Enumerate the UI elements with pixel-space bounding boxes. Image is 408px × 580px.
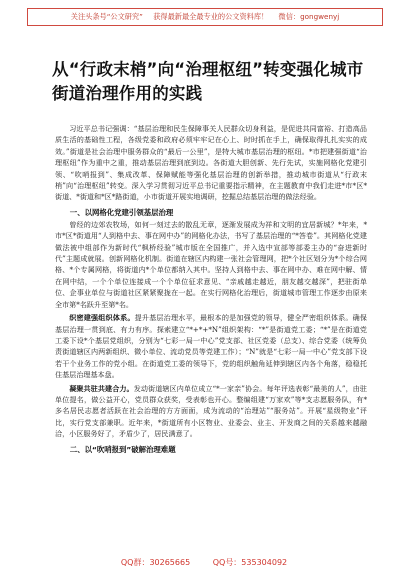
footer-qq: QQ号：535304092	[212, 558, 288, 567]
section-heading: 二、以“吹哨报到”破解治理难题	[69, 444, 176, 454]
banner-item: 获得最新最全最专业的公文资料库！	[153, 12, 269, 21]
header-banner	[27, 8, 383, 26]
paragraph-text: 发动街道辖区内单位成立“*一家亲”协会。每年评选表彰“最美的人”，由驻单位提名，做公益开心，党员群众获奖，受表彰也开心。整编组建“万家欢”等*支志愿服务队，有*多名居民志愿者活跃在社会治理的方方面面，成为流动的“治理站”“服务站”。开展“星级物业”评比，实行党支部兼职。近年来，*街道所有小区物业、业委会、业主、开发商之间的关系越来越融洽，小区服务好了，矛盾少了，居民满意了。	[55, 383, 367, 439]
section-heading: 一、以网格化党建引领基层治理	[69, 207, 174, 217]
banner-item: 微信：gongwenyj	[278, 12, 340, 21]
paragraph-lead: 织密建强组织体系。	[69, 313, 135, 323]
body-paragraph	[55, 312, 367, 380]
body-paragraph	[55, 383, 367, 440]
footer-contact	[0, 557, 408, 568]
paragraph-text: 提升基层治理水平，最根本的是加强党的领导，健全严密组织体系。确保基层治理一贯到底、有力有序。探索建立“*+*+*N”组织架构：“*”是街道党工委；“*”是在街道党工委下设*个基层党组织，分别为“七彩一局一中心”党支部、社区党委（总支）、综合党委（统筹负责街道辖区内两新组织、微小单位、流动党员等党建工作）；“N”就是“七彩一局一中心”党支部下设若干个业务工作的党小组。在街道党工委的领导下，党的组织触角延伸到辖区内各个角落，稳稳托住基层治理基本盘。	[55, 313, 368, 380]
banner-item: 关注头条号“公文研究”	[70, 12, 143, 21]
article-title: 从“行政末梢”向“治理枢纽”转变强化城市街道治理作用的实践	[52, 60, 364, 103]
article-body	[55, 123, 367, 456]
footer-qq-group: QQ群：30265665	[120, 558, 191, 567]
paragraph-lead: 凝聚共驻共建合力。	[69, 383, 134, 393]
intro-paragraph: 习近平总书记强调：“基层治理和民生保障事关人民群众切身利益，是促进共同富裕、打造高品质生活的基础性工程，各级党委和政府必须牢牢记在心上、时时抓在手上，确保取得扎扎实实的成效。”街道是社会治理中服务群众的“最后一公里”，是特大城市基层治理的枢纽。*市把建强街道“治理枢纽”作为重中之重，推动基层治理到底到边。各街道大胆创新、先行先试，实施网格化党建引领、“吹哨报到”、集成改革、保障赋能等强化基层治理的创新举措，推动城市街道从“行政末梢”向“治理枢纽”转变。深入学习贯彻习近平总书记重要指示精神，在主题教育中我们走进*市*区*街道、*街道和*区*路街道，小市街道开展实地调研，挖掘总结基层治理的做法经验。	[55, 124, 367, 202]
body-paragraph: 曾经的边郊农牧场，如何一刻过去的散乱无章，逐渐发展成为祥和文明的宜居新城？*年来，*市*区*街道用“人到格中去、事在网中办”的网格化办法，书写了基层治理的“*答卷”。其网格化党建做法被中组部作为新时代“枫桥经验”城市版在全国推广，并入选中宣部等部委主办的“奋进新时代”主题成就展。创新网格化机制。街道在辖区内构建一张社会管理网，把*个社区划分为*个综合网格、*个专属网格，将街道内*个单位都纳入其中。坚持人到格中去、事在网中办、难在网中解、情在网中结，一个个单位连接成一个个单位征求意见、“亲戚越走越近，朋友越交越深”，把驻街单位、企事业单位与街道社区紧紧聚拢在一起。在实行网格化治理后，街道城市管理工作逐步由原来全市第*名跃升至第*名。	[55, 219, 367, 309]
